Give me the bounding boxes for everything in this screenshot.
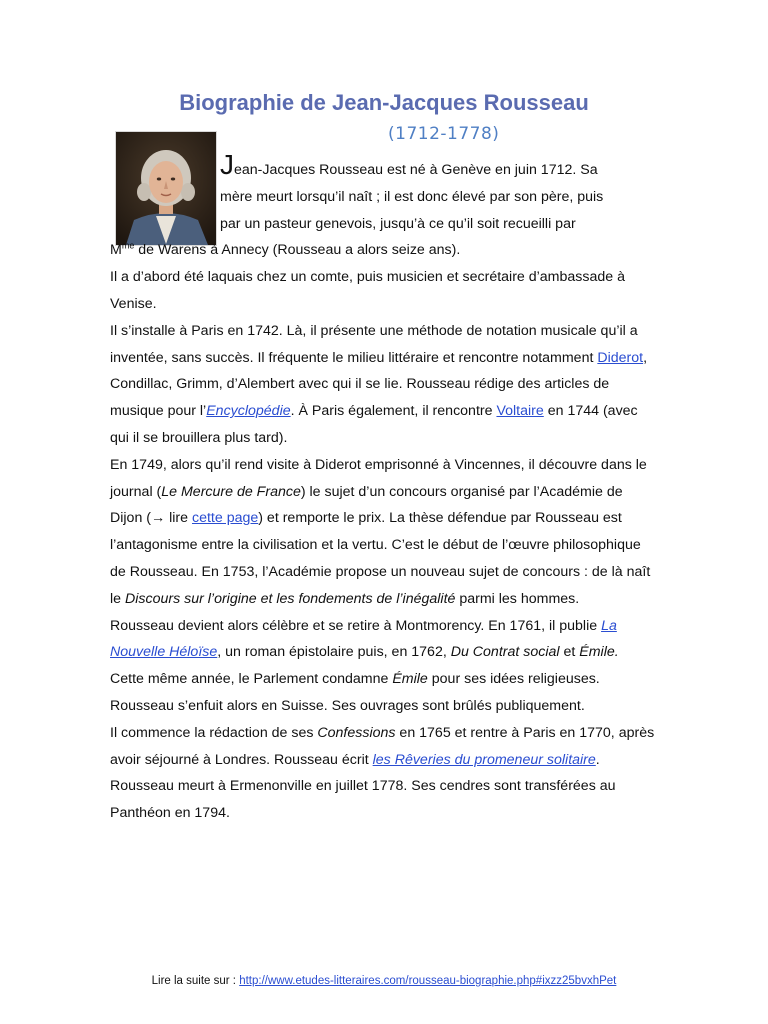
page-title: Biographie de Jean-Jacques Rousseau [179, 90, 589, 115]
footer [0, 975, 768, 987]
paragraph-2: Il a d’abord été laquais chez un comte, puis musicien et secrétaire d’ambassade à Venise. [110, 269, 625, 312]
paragraph-1-line-4: $M^{me}$ de Warens à Annecy (Rousseau a alors seize ans). [110, 240, 461, 259]
voltaire-link[interactable]: Voltaire [496, 403, 544, 420]
paragraph-3: Il s’installe à Paris en 1742. Là, il présente une méthode de notation musicale qu’il a inventée, sans succès. Il fréquente le milieu littéraire et rencontre notamment Diderot, Condillac, Grimm, d’Alembert avec qui il se lie. Rousseau rédige des articles de musique pour l’Encyclopédie. À Paris également, il rencontre Voltaire en 1744 (avec qui il se brouillera plus tard). [110, 322, 648, 446]
source-link[interactable]: http://www.etudes-litteraires.com/rousseau-biographie.php#ixzz25bvxhPet [239, 975, 617, 987]
paragraph-1: Jean-Jacques Rousseau est né à Genève en juin 1712. Sa [220, 149, 598, 180]
diderot-link[interactable]: Diderot [597, 349, 644, 366]
nouvelle-heloise-link[interactable]: La Nouvelle Héloïse [110, 617, 617, 661]
reveries-link[interactable]: les Rêveries du promeneur solitaire [372, 751, 596, 768]
footer-label: Lire la suite sur : [151, 975, 240, 987]
paragraph-5: Rousseau devient alors célèbre et se retire à Montmorency. En 1761, il publie La Nouvelle Héloïse, un roman épistolaire puis, en 1762, Du Contrat social et Émile. Cette même année, le Parlement condamne Émile pour ses idées religieuses. Rousseau s’enfuit alors en Suisse. Ses ouvrages sont brûlés publiquement. [110, 617, 619, 714]
drop-cap: J [220, 149, 234, 180]
paragraph-1-line-3: par un pasteur genevois, jusqu’à ce qu’il soit recueilli par [220, 215, 576, 232]
biography-text [110, 149, 655, 827]
encyclopedie-link[interactable]: Encyclopédie [206, 403, 291, 420]
cette-page-link[interactable]: cette page [192, 510, 259, 527]
paragraph-1-line-2: mère meurt lorsqu’il naît ; il est donc élevé par son père, puis [220, 188, 604, 205]
paragraph-4: En 1749, alors qu’il rend visite à Diderot emprisonné à Vincennes, il découvre dans le journal (Le Mercure de France) le sujet d’un concours organisé par l’Académie de Dijon (→ lire cette page) et remporte le prix. La thèse défendue par Rousseau est l’antagonisme entre la civilisation et la vertu. C’est le début de l’œuvre philosophique de Rousseau. En 1753, l’Académie propose un nouveau sujet de concours : de là naît le Discours sur l’origine et les fondements de l’inégalité parmi les hommes. [110, 456, 651, 607]
paragraph-6: Il commence la rédaction de ses Confessions en 1765 et rentre à Paris en 1770, après avoir séjourné à Londres. Rousseau écrit les Rêveries du promeneur solitaire. [110, 724, 655, 768]
life-dates: (1712-1778) [388, 124, 500, 144]
paragraph-7: Rousseau meurt à Ermenonville en juillet 1778. Ses cendres sont transférées au Panthéon en 1794. [110, 778, 616, 822]
